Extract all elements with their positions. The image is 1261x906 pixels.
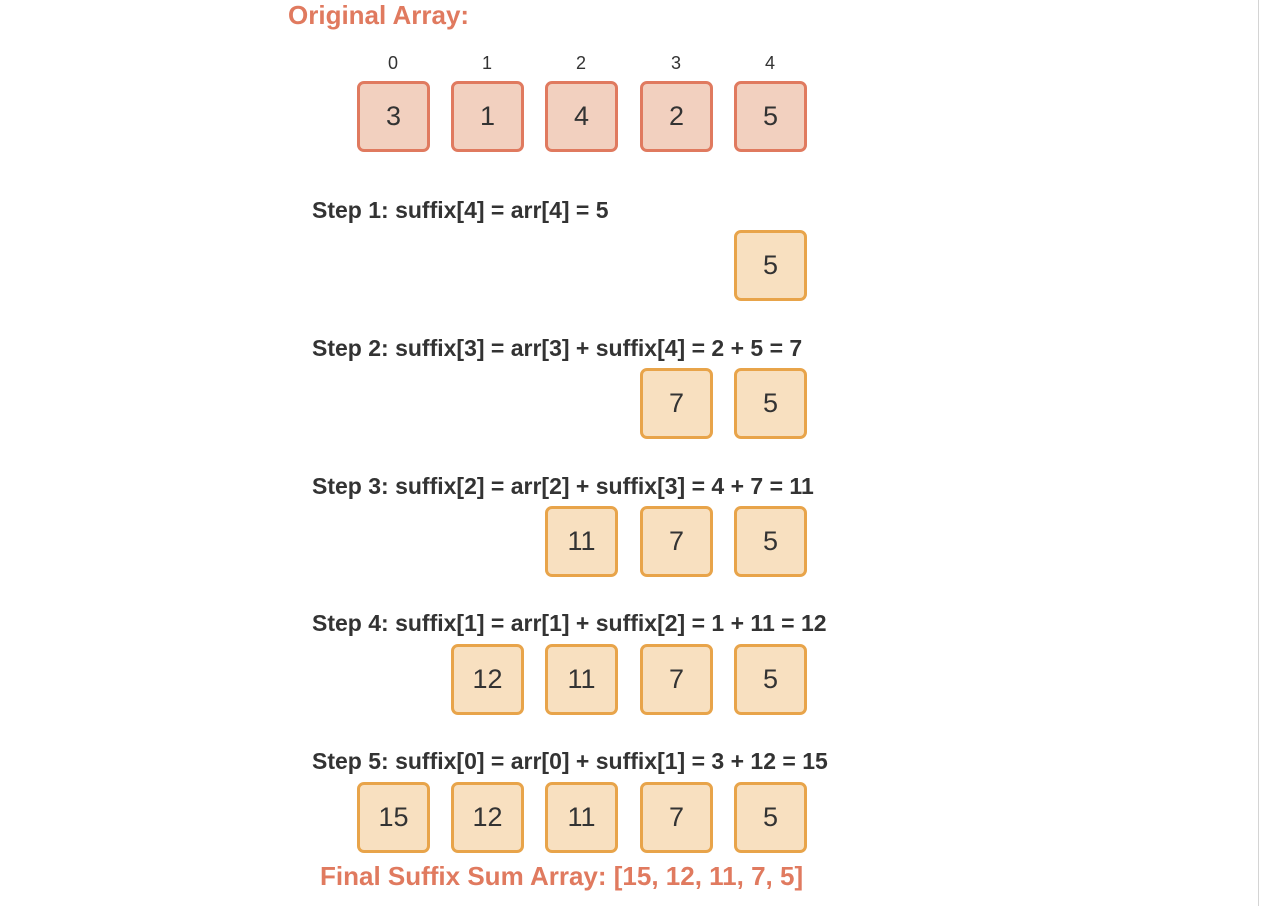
suffix-cell: 12 bbox=[451, 644, 524, 715]
step-label: Step 3: suffix[2] = arr[2] + suffix[3] = 4 + 7 = 11 bbox=[312, 473, 814, 499]
index-label: 3 bbox=[670, 53, 681, 73]
array-cell: 2 bbox=[640, 81, 713, 152]
index-label: 2 bbox=[575, 53, 586, 73]
index-label: 0 bbox=[387, 53, 398, 73]
final-suffix-array-label: Final Suffix Sum Array: [15, 12, 11, 7, 5] bbox=[320, 861, 804, 891]
suffix-cell: 12 bbox=[451, 782, 524, 853]
array-cell: 5 bbox=[734, 81, 807, 152]
original-array-title: Original Array: bbox=[288, 0, 470, 30]
step-label: Step 1: suffix[4] = arr[4] = 5 bbox=[312, 197, 609, 223]
suffix-cell: 15 bbox=[357, 782, 430, 853]
suffix-cell: 11 bbox=[545, 782, 618, 853]
array-cell: 4 bbox=[545, 81, 618, 152]
suffix-cell: 5 bbox=[734, 782, 807, 853]
suffix-cell: 7 bbox=[640, 506, 713, 577]
suffix-cell: 7 bbox=[640, 368, 713, 439]
array-cell: 1 bbox=[451, 81, 524, 152]
suffix-cell: 11 bbox=[545, 506, 618, 577]
index-label: 1 bbox=[481, 53, 492, 73]
step-label: Step 5: suffix[0] = arr[0] + suffix[1] = 3 + 12 = 15 bbox=[312, 748, 828, 774]
index-label: 4 bbox=[764, 53, 775, 73]
array-cell: 3 bbox=[357, 81, 430, 152]
suffix-cell: 5 bbox=[734, 506, 807, 577]
suffix-cell: 5 bbox=[734, 644, 807, 715]
page-right-border bbox=[1258, 0, 1259, 906]
suffix-cell: 11 bbox=[545, 644, 618, 715]
step-label: Step 2: suffix[3] = arr[3] + suffix[4] = 2 + 5 = 7 bbox=[312, 335, 803, 361]
suffix-cell: 5 bbox=[734, 368, 807, 439]
step-label: Step 4: suffix[1] = arr[1] + suffix[2] = 1 + 11 = 12 bbox=[312, 610, 827, 636]
suffix-cell: 7 bbox=[640, 782, 713, 853]
suffix-cell: 7 bbox=[640, 644, 713, 715]
suffix-cell: 5 bbox=[734, 230, 807, 301]
